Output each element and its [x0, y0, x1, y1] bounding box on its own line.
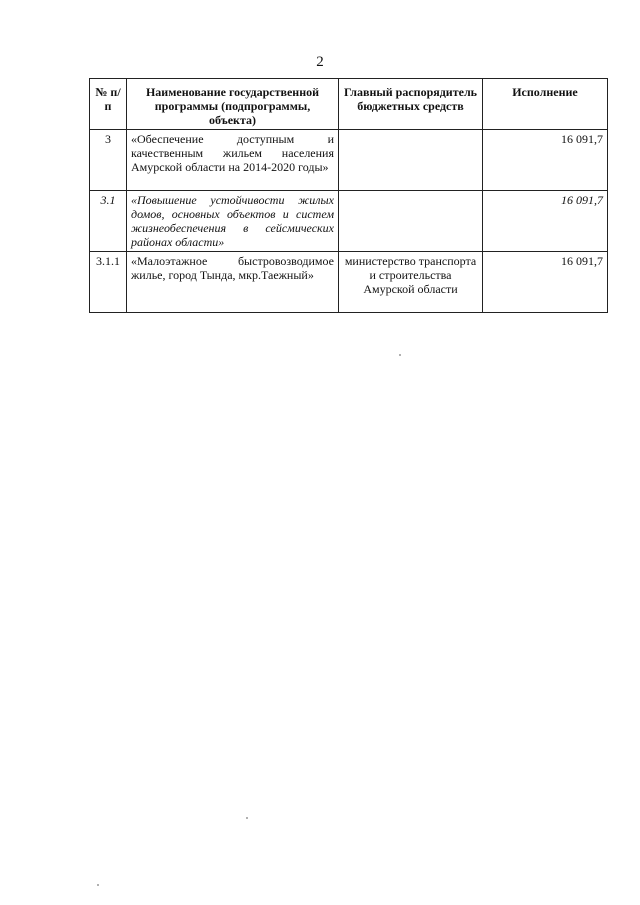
row-number: 3.1.1 [90, 252, 127, 313]
page-number: 2 [316, 54, 324, 70]
table-row [90, 130, 608, 191]
table-row [90, 191, 608, 252]
scan-speck [97, 884, 99, 886]
scan-speck [246, 817, 248, 819]
row-execution: 16 091,7 [483, 191, 608, 252]
budget-table [89, 78, 608, 313]
row-administrator: министерство транспорта и строительства Амурской области [339, 252, 483, 313]
table-header-row [90, 79, 608, 130]
row-execution: 16 091,7 [483, 252, 608, 313]
row-program-name: «Малоэтажное быстровозводимое жилье, город Тында, мкр.Таежный» [127, 252, 339, 313]
header-execution: Исполнение [483, 79, 608, 130]
header-administrator: Главный распорядитель бюджетных средств [339, 79, 483, 130]
row-number: 3 [90, 130, 127, 191]
header-program-name: Наименование государственной программы (подпрограммы, объекта) [127, 79, 339, 130]
table-row [90, 252, 608, 313]
row-execution: 16 091,7 [483, 130, 608, 191]
header-number: № п/п [90, 79, 127, 130]
row-administrator [339, 191, 483, 252]
row-administrator [339, 130, 483, 191]
row-number: 3.1 [90, 191, 127, 252]
scan-speck [399, 354, 401, 356]
row-program-name: «Обеспечение доступным и качественным жильем населения Амурской области на 2014-2020 годы» [127, 130, 339, 191]
row-program-name: «Повышение устойчивости жилых домов, основных объектов и систем жизнеобеспечения в сейсмических районах области» [127, 191, 339, 252]
